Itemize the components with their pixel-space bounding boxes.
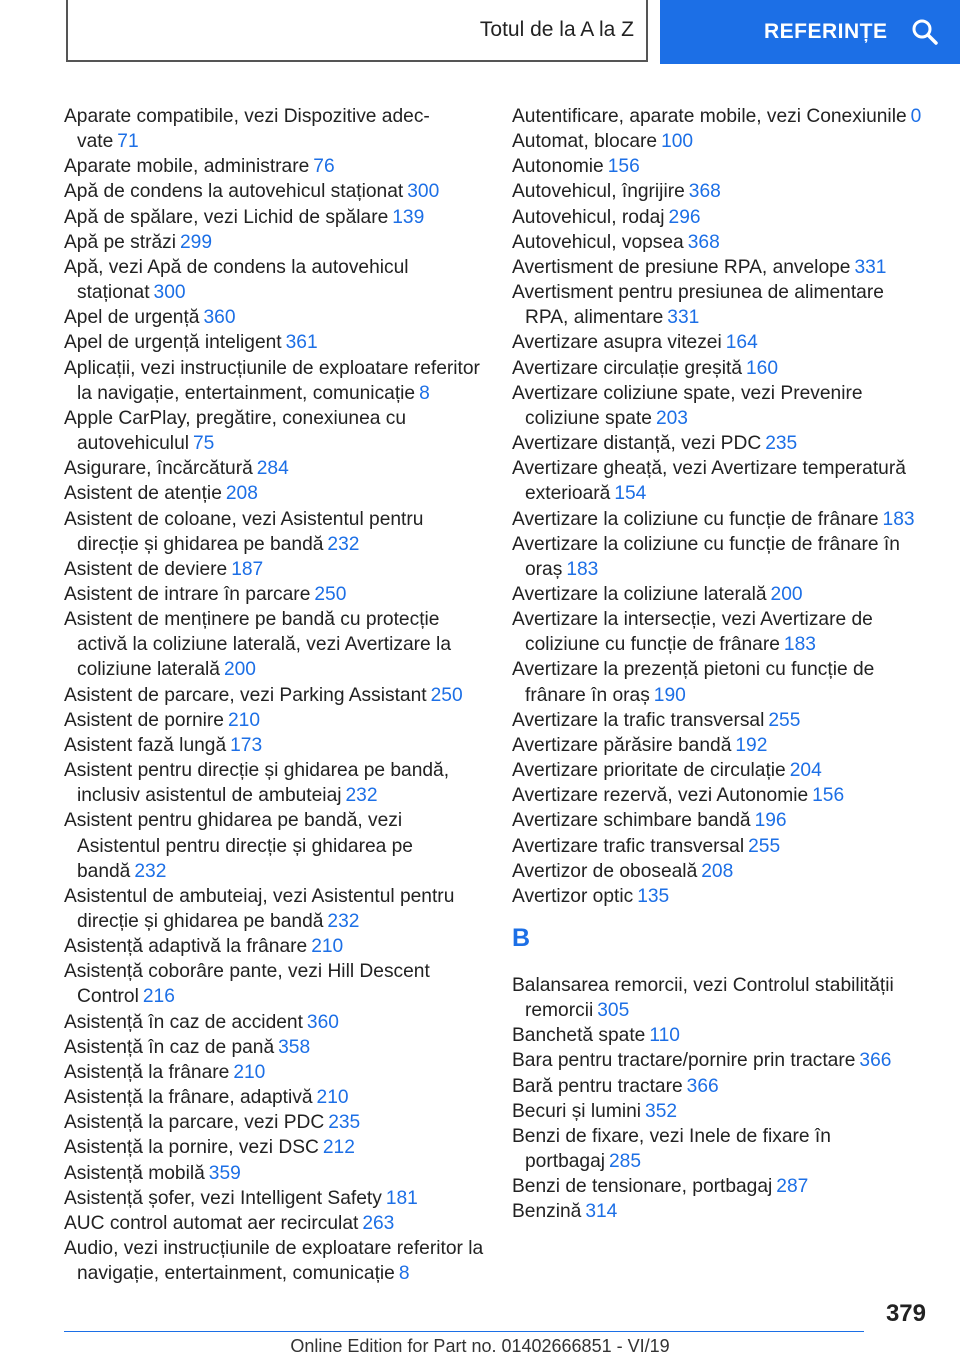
index-page-link[interactable]: 200	[223, 659, 256, 681]
index-entry	[64, 934, 484, 959]
index-entry-text: Benzi de tensionare, portbagaj	[512, 1176, 773, 1198]
index-entry	[64, 456, 484, 481]
index-page-link[interactable]: 360	[306, 1011, 339, 1033]
index-entry-text: Asistentul de ambuteiaj, vezi Asistentul pentru direcție și ghidarea pe bandă	[64, 885, 455, 932]
index-entry-text: Apel de urgență	[64, 307, 200, 329]
index-entry	[64, 1135, 484, 1160]
index-page-link[interactable]: 358	[278, 1036, 311, 1058]
index-page-link[interactable]: 208	[225, 483, 258, 505]
index-page-link[interactable]: 212	[322, 1137, 355, 1159]
index-page-link[interactable]: 135	[637, 885, 670, 907]
index-entry	[64, 808, 484, 883]
index-entry	[64, 406, 484, 456]
index-page-link[interactable]: 190	[653, 684, 686, 706]
index-entry-text: Autovehicul, îngrijire	[512, 181, 685, 203]
index-entry	[512, 834, 922, 859]
index-entry	[64, 1060, 484, 1085]
index-entry	[64, 305, 484, 330]
index-entry	[64, 1236, 484, 1286]
index-entry-text: Avertisment pentru presiunea de alimentare RPA, alimentare	[512, 282, 884, 329]
index-entry-text: Autovehicul, rodaj	[512, 206, 665, 228]
index-entry-text: Banchetă spate	[512, 1025, 646, 1047]
index-entry	[64, 179, 484, 204]
index-page-link[interactable]: 235	[765, 433, 798, 455]
index-entry-text: Asistență la pornire, vezi DSC	[64, 1137, 319, 1159]
index-page-link[interactable]: 0	[910, 106, 922, 127]
search-icon[interactable]	[910, 17, 940, 47]
index-entry	[512, 859, 922, 884]
index-entry-text: Benzi de fixare, vezi Inele de fixare în portbagaj	[512, 1125, 831, 1173]
index-entry-text: Autentificare, aparate mobile, vezi Conexiunile	[512, 106, 907, 127]
index-page-link[interactable]: 100	[661, 131, 694, 153]
index-entry	[512, 431, 922, 456]
index-entry-text: Asistent fază lungă	[64, 734, 227, 756]
index-entry-text: Asistență în caz de accident	[64, 1011, 303, 1033]
index-entry-text: Asistent de pornire	[64, 709, 224, 731]
index-page-link[interactable]: 164	[725, 332, 758, 354]
index-page-link[interactable]: 183	[566, 558, 599, 580]
index-entry-text: Aparate mobile, administrare	[64, 156, 310, 178]
index-page-link[interactable]: 263	[362, 1212, 395, 1234]
index-entry-text: Avertizor de oboseală	[512, 860, 698, 882]
index-column-right	[512, 104, 922, 1225]
index-entry	[512, 205, 922, 230]
index-column-left	[64, 104, 484, 1286]
index-page-link[interactable]: 368	[688, 181, 721, 203]
index-page-link[interactable]: 139	[392, 206, 425, 228]
index-entry-text: Asistență șofer, vezi Intelligent Safety	[64, 1187, 382, 1209]
index-entry-text: Avertizare gheață, vezi Avertizare temperatură exterioară	[512, 458, 906, 505]
index-page-link[interactable]: 255	[748, 835, 781, 857]
index-entry-text: Avertizare la coliziune cu funcție de frânare	[512, 508, 879, 530]
index-entry	[64, 708, 484, 733]
index-entry-text: Avertizor optic	[512, 885, 634, 907]
index-entry-text: Avertizare distanță, vezi PDC	[512, 433, 762, 455]
index-page-link[interactable]: 156	[812, 785, 845, 807]
index-entry-text: Asigurare, încărcătură	[64, 458, 253, 480]
index-entry	[64, 1186, 484, 1211]
index-entry-text: Apă, vezi Apă de condens la autovehicul staționat	[64, 256, 409, 304]
tab-references-label: REFERINȚE	[764, 20, 888, 43]
index-page-link[interactable]: 210	[227, 709, 260, 731]
index-entry	[512, 758, 922, 783]
index-page-link[interactable]: 352	[645, 1100, 678, 1122]
index-page-link[interactable]: 160	[746, 357, 779, 379]
index-entry	[512, 1074, 922, 1099]
index-entry	[512, 129, 922, 154]
index-entry	[512, 1048, 922, 1073]
index-entry	[512, 330, 922, 355]
index-entry	[512, 708, 922, 733]
index-page-link[interactable]: 200	[770, 583, 803, 605]
index-page-link[interactable]: 368	[687, 231, 720, 253]
index-entry	[64, 1085, 484, 1110]
index-entry	[64, 1010, 484, 1035]
index-page-link[interactable]: 210	[316, 1087, 349, 1109]
index-page-link[interactable]: 296	[668, 206, 701, 228]
index-entry	[64, 582, 484, 607]
index-entry-text: Avertizare trafic transversal	[512, 835, 745, 857]
index-entry	[64, 607, 484, 682]
index-entry	[512, 280, 922, 330]
index-page-link[interactable]: 210	[233, 1061, 266, 1083]
index-page-link[interactable]: 250	[314, 583, 347, 605]
footer-divider	[64, 1331, 864, 1332]
index-entry	[64, 507, 484, 557]
index-entry-text: Avertizare la coliziune cu funcție de frânare în oraș	[512, 533, 900, 580]
index-page-link[interactable]: 331	[667, 307, 700, 329]
index-entry-text: Avertizare prioritate de circulație	[512, 760, 786, 782]
index-entry	[512, 808, 922, 833]
index-entry-text: Avertizare la trafic transversal	[512, 709, 765, 731]
index-page-link[interactable]: 196	[754, 810, 787, 832]
index-entry-text: Asistență la frânare	[64, 1061, 230, 1083]
index-page-link[interactable]: 216	[142, 986, 175, 1008]
index-page-link[interactable]: 255	[768, 709, 801, 731]
index-entry	[512, 154, 922, 179]
index-page-link[interactable]: 284	[256, 458, 289, 480]
index-entry	[512, 381, 922, 431]
index-entry-text: Asistent de parcare, vezi Parking Assistant	[64, 684, 427, 706]
index-entry	[64, 154, 484, 179]
index-entry	[512, 1023, 922, 1048]
index-entry-text: Bară pentru tractare	[512, 1075, 683, 1097]
index-page-link[interactable]: 208	[701, 860, 734, 882]
index-entry	[64, 884, 484, 934]
index-page-link[interactable]: 299	[180, 231, 213, 253]
index-entry	[64, 481, 484, 506]
index-entry-text: Bara pentru tractare/pornire prin tractare	[512, 1050, 856, 1072]
index-entry	[64, 1161, 484, 1186]
index-entry-text: Asistență la parcare, vezi PDC	[64, 1112, 325, 1134]
index-entry-text: Aplicații, vezi instrucțiunile de exploatare referitor la navigație, entertainment, comunicație	[64, 357, 480, 404]
index-entry	[64, 1211, 484, 1236]
index-page-link[interactable]: 71	[117, 131, 139, 153]
index-entry	[512, 532, 922, 582]
index-entry	[512, 1124, 922, 1174]
tab-references[interactable]	[660, 0, 960, 64]
index-page-link[interactable]: 75	[193, 433, 215, 455]
index-entry	[64, 1035, 484, 1060]
index-group-a	[512, 104, 922, 909]
index-entry-text: Asistent pentru direcție și ghidarea pe bandă, inclusiv asistentul de ambuteiaj	[64, 760, 450, 807]
index-entry	[64, 230, 484, 255]
index-entry-text: Autonomie	[512, 156, 604, 178]
index-entry-text: AUC control automat aer recirculat	[64, 1212, 359, 1234]
index-entry-text: Asistent de intrare în parcare	[64, 583, 311, 605]
index-group-b	[512, 973, 922, 1225]
index-entry	[64, 758, 484, 808]
index-entry-text: Avertizare la intersecție, vezi Avertizare de coliziune cu funcție de frânare	[512, 609, 873, 656]
page-header	[0, 0, 960, 66]
index-entry	[512, 582, 922, 607]
index-page-link[interactable]: 360	[203, 307, 236, 329]
index-entry-text: Avertizare părăsire bandă	[512, 734, 732, 756]
index-entry	[512, 179, 922, 204]
index-entry	[512, 973, 922, 1023]
index-page-link[interactable]: 181	[385, 1187, 418, 1209]
index-entry-text: Aparate compatibile, vezi Dispozitive adec-vate	[64, 106, 430, 153]
tab-a-to-z-label: Totul de la A la Z	[479, 18, 634, 41]
index-entry-text: Asistent de menținere pe bandă cu protecție activă la coliziune laterală, vezi Avertizare la coliziune laterală	[64, 609, 451, 681]
index-entry-text: Becuri și lumini	[512, 1100, 642, 1122]
index-entry	[512, 1199, 922, 1224]
index-page-link[interactable]: 361	[285, 332, 318, 354]
index-entry-text: Automat, blocare	[512, 131, 658, 153]
index-entry-text: Audio, vezi instrucțiunile de exploatare referitor la navigație, entertainment, comunicație	[64, 1238, 484, 1285]
index-entry	[64, 733, 484, 758]
index-entry-text: Apel de urgență inteligent	[64, 332, 282, 354]
index-entry-text: Asistență la frânare, adaptivă	[64, 1087, 313, 1109]
index-entry-text: Asistență coborâre pante, vezi Hill Descent Control	[64, 961, 430, 1008]
index-page-link[interactable]: 314	[585, 1201, 618, 1223]
index-entry	[64, 330, 484, 355]
index-entry	[512, 230, 922, 255]
index-page-link[interactable]: 210	[311, 936, 344, 958]
index-entry	[512, 456, 922, 506]
index-page-link[interactable]: 232	[345, 785, 378, 807]
index-page-link[interactable]: 287	[776, 1176, 809, 1198]
index-page-link[interactable]: 76	[313, 156, 335, 178]
index-entry	[64, 356, 484, 406]
index-entry-text: Benzină	[512, 1201, 582, 1223]
index-entry-text: Asistență mobilă	[64, 1162, 205, 1184]
index-entry-text: Asistent pentru ghidarea pe bandă, vezi Asistentul pentru direcție și ghidarea pe bandă	[64, 810, 413, 882]
index-entry-text: Asistent de atenție	[64, 483, 222, 505]
index-page-link[interactable]: 305	[597, 1000, 630, 1022]
index-entry-text: Asistent de deviere	[64, 558, 228, 580]
index-entry	[64, 1110, 484, 1135]
index-entry	[512, 733, 922, 758]
index-entry-text: Asistență adaptivă la frânare	[64, 936, 308, 958]
index-entry-text: Asistent de coloane, vezi Asistentul pentru direcție și ghidarea pe bandă	[64, 508, 424, 555]
index-entry-text: Asistență în caz de pană	[64, 1036, 275, 1058]
index-entry	[64, 683, 484, 708]
index-page-link[interactable]: 366	[686, 1075, 719, 1097]
index-entry-text: Avertizare schimbare bandă	[512, 810, 751, 832]
index-entry	[64, 255, 484, 305]
index-entry	[64, 959, 484, 1009]
index-page-link[interactable]: 285	[609, 1151, 642, 1173]
index-entry-text: Avertizare la coliziune laterală	[512, 583, 767, 605]
index-page-link[interactable]: 154	[614, 483, 647, 505]
index-page-link[interactable]: 232	[327, 911, 360, 932]
index-page-link[interactable]: 331	[854, 256, 887, 278]
index-letter-heading: B	[512, 924, 531, 952]
index-entry-text: Avertizare la prezență pietoni cu funcție de frânare în oraș	[512, 659, 875, 706]
index-page-link[interactable]: 183	[882, 508, 915, 530]
page-number: 379	[885, 1300, 926, 1327]
index-page-link[interactable]: 250	[430, 684, 463, 706]
index-entry	[512, 1099, 922, 1124]
index-page-link[interactable]: 203	[655, 407, 688, 429]
index-entry	[512, 657, 922, 707]
index-entry	[512, 1174, 922, 1199]
index-entry-text: Avertizare circulație greșită	[512, 357, 742, 379]
index-page-link[interactable]: 192	[735, 734, 768, 756]
index-entry-text: Apă de condens la autovehicul staționat	[64, 181, 404, 203]
index-page-link[interactable]: 204	[789, 760, 822, 782]
footer-edition: Online Edition for Part no. 01402666851 - VI/19	[290, 1336, 670, 1356]
index-page-link[interactable]: 110	[649, 1025, 680, 1047]
index-entry-text: Balansarea remorcii, vezi Controlul stabilității remorcii	[512, 975, 894, 1022]
index-page-link[interactable]: 8	[398, 1263, 410, 1285]
index-page-link[interactable]: 300	[407, 181, 440, 203]
index-entry-text: Avertizare coliziune spate, vezi Prevenire coliziune spate	[512, 382, 863, 429]
index-entry	[512, 104, 922, 129]
index-entry-text: Autovehicul, vopsea	[512, 231, 684, 253]
index-page-link[interactable]: 235	[328, 1112, 361, 1134]
index-page-link[interactable]: 156	[607, 156, 640, 178]
index-entry-text: Avertisment de presiune RPA, anvelope	[512, 256, 851, 278]
index-entry-text: Apă pe străzi	[64, 231, 176, 253]
index-page-link[interactable]: 300	[153, 282, 186, 304]
index-page-link[interactable]: 187	[231, 558, 264, 580]
index-entry	[64, 557, 484, 582]
index-entry	[512, 607, 922, 657]
index-entry-text: Avertizare rezervă, vezi Autonomie	[512, 785, 809, 807]
index-page-link[interactable]: 232	[327, 533, 360, 555]
index-entry	[64, 104, 484, 154]
index-entry	[512, 507, 922, 532]
index-page-link[interactable]: 183	[783, 634, 816, 656]
index-page-link[interactable]: 8	[419, 382, 430, 404]
index-entry-text: Apple CarPlay, pregătire, conexiunea cu autovehiculul	[64, 407, 407, 455]
index-entry	[512, 255, 922, 280]
index-entry-text: Apă de spălare, vezi Lichid de spălare	[64, 206, 389, 228]
index-entry-text: Avertizare asupra vitezei	[512, 332, 722, 354]
index-entry	[512, 884, 922, 909]
index-page-link[interactable]: 232	[134, 860, 167, 882]
index-page-link[interactable]: 173	[230, 734, 263, 756]
tab-a-to-z[interactable]	[66, 0, 648, 62]
index-page-link[interactable]: 359	[208, 1162, 241, 1184]
index-page-link[interactable]: 366	[859, 1050, 892, 1072]
index-entry	[512, 356, 922, 381]
index-entry	[64, 205, 484, 230]
index-entry	[512, 783, 922, 808]
